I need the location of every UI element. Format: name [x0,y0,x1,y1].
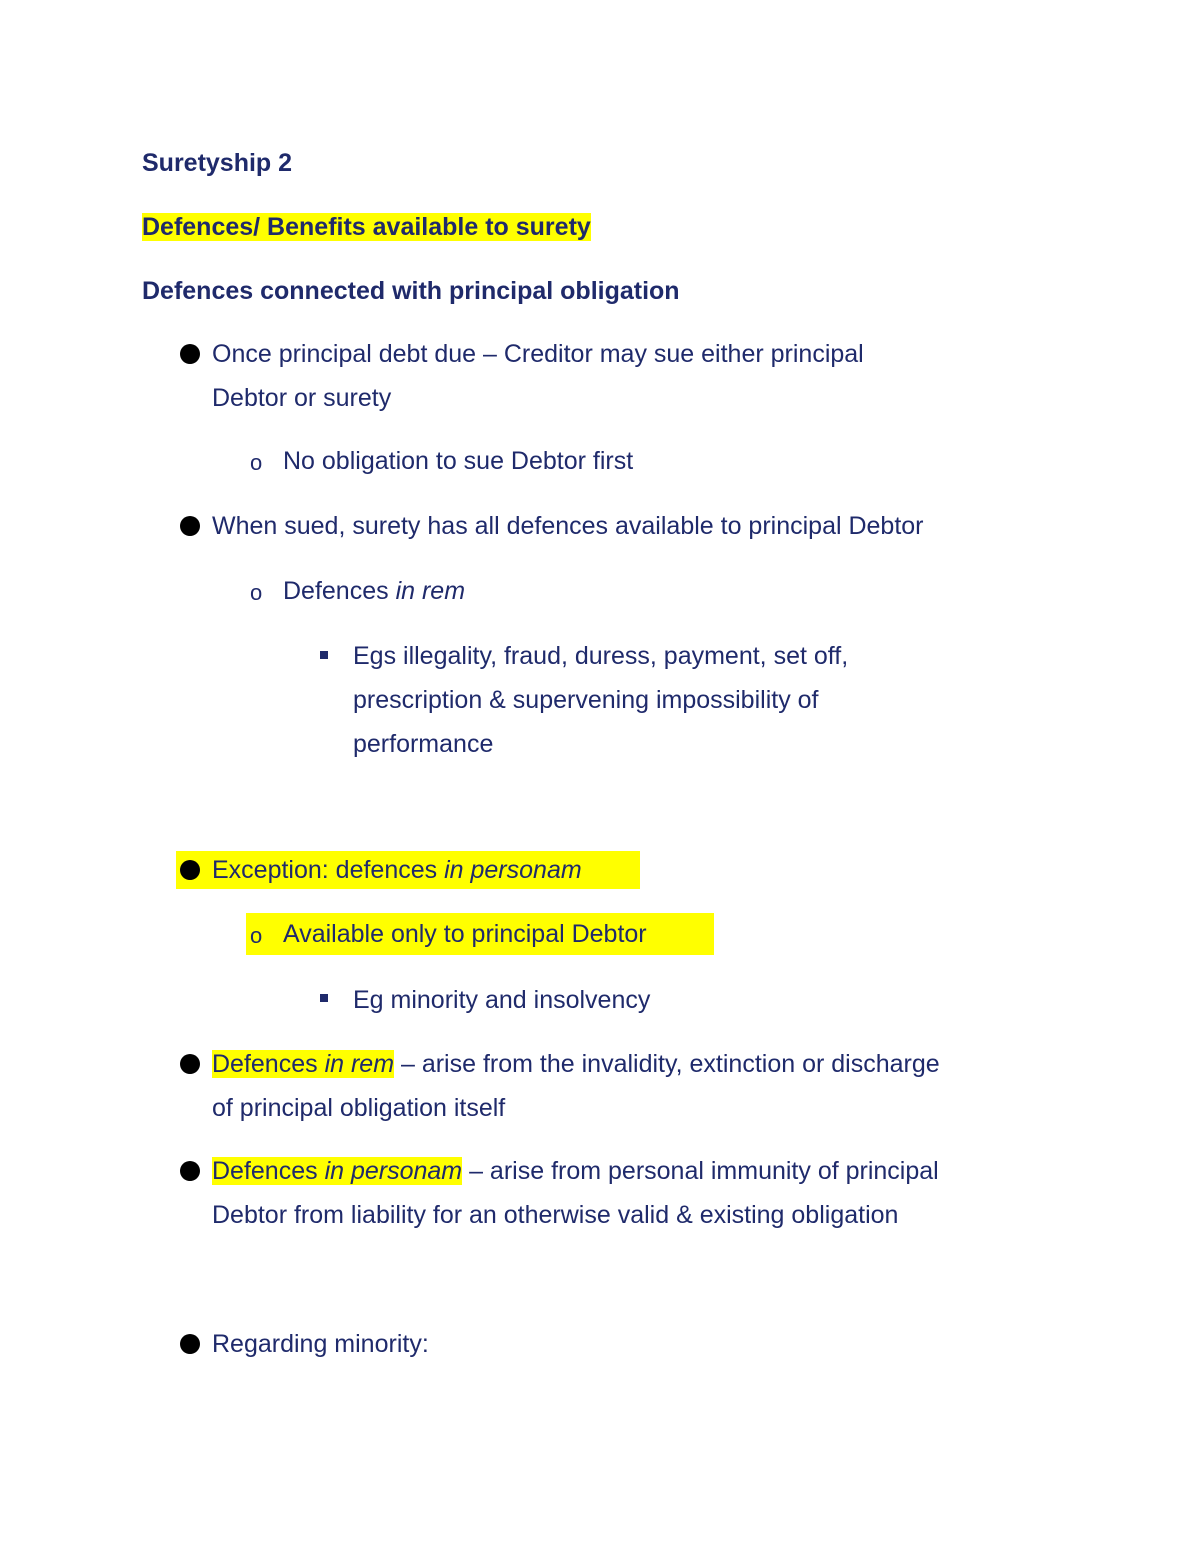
bullet-dot-icon [180,516,200,536]
list-item-b6: Regarding minority: [212,1330,429,1358]
circle-bullet-icon: o [250,450,263,475]
b4-hl-text: Defences [212,1050,325,1078]
list-item-b3-subsub1: Eg minority and insolvency [353,986,651,1014]
circle-bullet-icon: o [250,580,263,605]
list-item-b4-line1 [212,1049,940,1079]
b2-sub1-text: Defences [283,577,396,605]
list-item-b2-subsub-line2: prescription & supervening impossibility of [353,686,819,714]
square-bullet-icon [320,994,328,1002]
b5-hl-text: Defences [212,1157,325,1185]
list-item-b3 [212,855,582,885]
list-item-b2-subsub-line3: performance [353,730,494,758]
circle-bullet-icon: o [250,923,263,948]
list-item-b1-line2: Debtor or surety [212,384,392,412]
list-item-b2-line1: When sued, surety has all defences available to principal Debtor [212,512,924,540]
list-item-b1-sub1: No obligation to sue Debtor first [283,447,634,475]
heading-principal-obligation: Defences connected with principal obligation [142,277,680,305]
b2-sub1-em: in rem [395,577,466,605]
bullet-dot-icon [180,860,200,880]
list-item-b2-sub1 [283,576,465,606]
heading-defences-benefits-text: Defences/ Benefits available to surety [142,213,591,241]
b5-rest: – arise from personal immunity of principal [462,1157,939,1185]
list-item-b3-sub1: Available only to principal Debtor [283,920,647,948]
heading-defences-benefits [142,212,591,242]
list-item-b5-line1 [212,1156,939,1186]
list-item-b5-line2: Debtor from liability for an otherwise valid & existing obligation [212,1201,899,1229]
b5-hl-em: in personam [324,1157,463,1185]
document-title: Suretyship 2 [142,149,293,177]
list-item-b2-subsub-line1: Egs illegality, fraud, duress, payment, set off, [353,642,849,670]
b3-text: Exception: defences [212,856,445,884]
b5-highlight [212,1157,462,1185]
bullet-dot-icon [180,1334,200,1354]
b4-hl-em: in rem [324,1050,395,1078]
b4-rest: – arise from the invalidity, extinction or discharge [394,1050,940,1078]
square-bullet-icon [320,651,328,659]
bullet-dot-icon [180,1054,200,1074]
list-item-b1-line1: Once principal debt due – Creditor may sue either principal [212,340,864,368]
bullet-dot-icon [180,344,200,364]
list-item-b4-line2: of principal obligation itself [212,1094,506,1122]
b4-highlight [212,1050,394,1078]
b3-em: in personam [444,856,582,884]
bullet-dot-icon [180,1161,200,1181]
